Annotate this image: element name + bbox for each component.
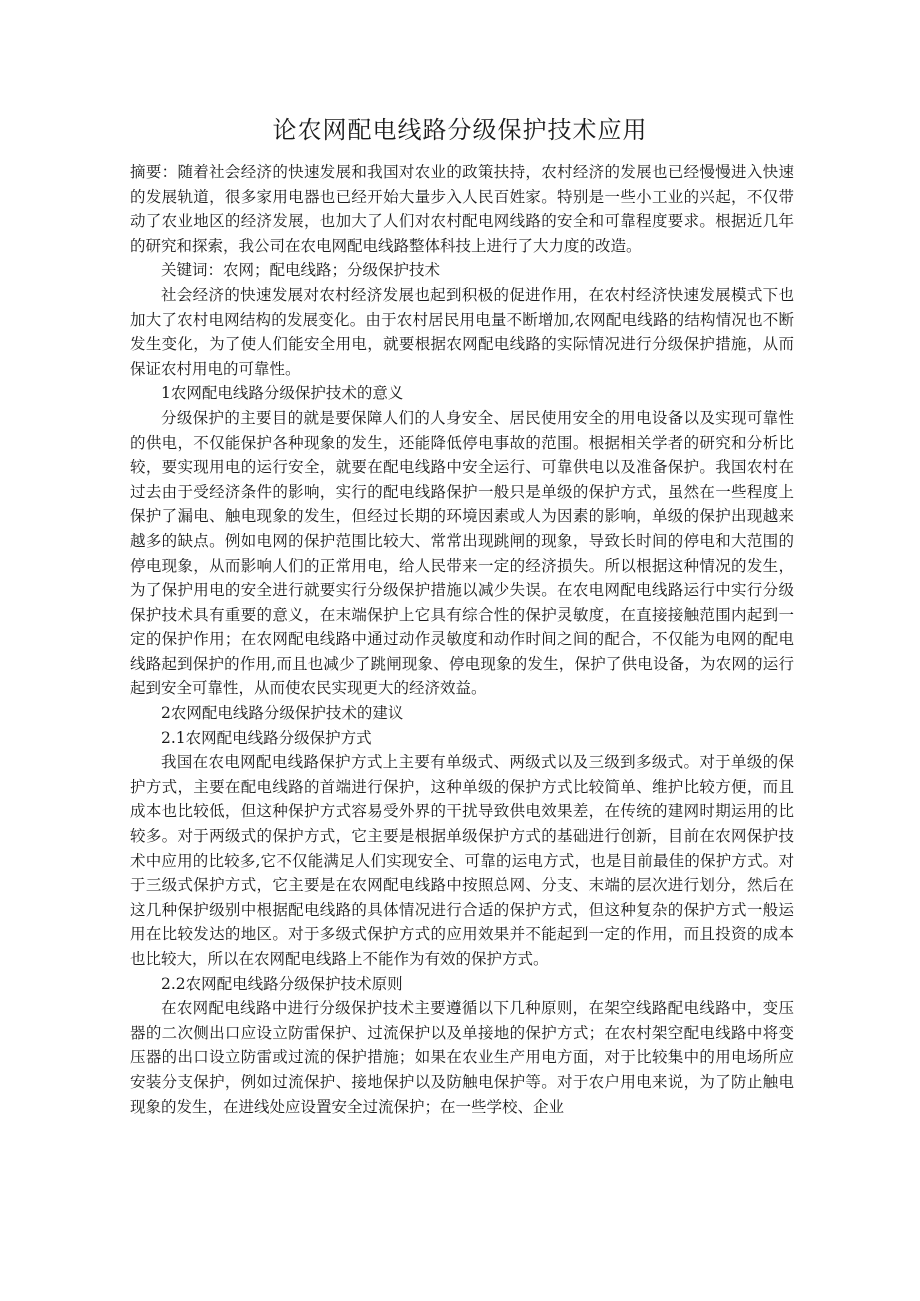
intro-paragraph: 社会经济的快速发展对农村经济发展也起到积极的促进作用，在农村经济快速发展模式下也加大了农村电网结构的发展变化。由于农村居民用电量不断增加,农网配电线路的结构情况也不断发生变化，为了使人们能安全用电，就要根据农网配电线路的实际情况进行分级保护措施，从而保证农村用电的可靠性。 — [130, 285, 794, 378]
section-1-paragraph: 分级保护的主要目的就是要保障人们的人身安全、居民使用安全的用电设备以及实现可靠性的供电，不仅能保护各种现象的发生，还能降低停电事故的范围。根据相关学者的研究和分析比较，要实现用电的运行安全，就要在配电线路中安全运行、可靠供电以及准备保护。我国农村在过去由于受经济条件的影响，实行的配电线路保护一般只是单级的保护方式，虽然在一些程度上保护了漏电、触电现象的发生，但经过长期的环境因素或人为因素的影响，单级的保护出现越来越多的缺点。例如电网的保护范围比较大、常常出现跳闸的现象，导致长时间的停电和大范围的停电现象，从而影响人们的正常用电，给人民带来一定的经济损失。所以根据这种情况的发生，为了保护用电的安全进行就要实行分级保护措施以减少失误。在农电网配电线路运行中实行分级保护技术具有重要的意义，在末端保护上它具有综合性的保护灵敏度，在直接接触范围内起到一定的保护作用；在农网配电线路中通过动作灵敏度和动作时间之间的配合，不仅能为电网的配电线路起到保护的作用,而且也减少了跳闸现象、停电现象的发生，保护了供电设备，为农网的运行起到安全可靠性，从而使农民实现更大的经济效益。 — [130, 408, 794, 698]
section-2-2-paragraph: 在农网配电线路中进行分级保护技术主要遵循以下几种原则，在架空线路配电线路中，变压器的二次侧出口应设立防雷保护、过流保护以及单接地的保护方式；在农村架空配电线路中将变压器的出口设立防雷或过流的保护措施；如果在农业生产用电方面，对于比较集中的用电场所应安装分支保护，例如过流保护、接地保护以及防触电保护等。对于农户用电来说，为了防止触电现象的发生，在进线处应设置安全过流保护；在一些学校、企业 — [130, 999, 794, 1116]
keywords-line: 关键词：农网；配电线路；分级保护技术 — [161, 261, 441, 280]
section-2-1-heading: 2.1农网配电线路分级保护方式 — [161, 728, 372, 747]
section-1-heading: 1农网配电线路分级保护技术的意义 — [161, 384, 404, 403]
section-2-heading: 2农网配电线路分级保护技术的建议 — [161, 704, 404, 723]
document-title: 论农网配电线路分级保护技术应用 — [272, 116, 648, 144]
section-2-1-paragraph: 我国在农电网配电线路保护方式上主要有单级式、两级式以及三级到多级式。对于单级的保护方式，主要在配电线路的首端进行保护，这种单级的保护方式比较简单、维护比较方便，而且成本也比较低，但这种保护方式容易受外界的干扰导致供电效果差，在传统的建网时期运用的比较多。对于两级式的保护方式，它主要是根据单级保护方式的基础进行创新，目前在农网保护技术中应用的比较多,它不仅能满足人们实现安全、可靠的运电方式，也是目前最佳的保护方式。对于三级式保护方式，它主要是在农网配电线路中按照总网、分支、末端的层次进行划分，然后在这几种保护级别中根据配电线路的具体情况进行合适的保护方式，但这种复杂的保护方式一般运用在比较发达的地区。对于多级式保护方式的应用效果并不能起到一定的作用，而且投资的成本也比较大，所以在农网配电线路上不能作为有效的保护方式。 — [130, 753, 794, 968]
section-2-2-heading: 2.2农网配电线路分级保护技术原则 — [161, 974, 403, 993]
document-body — [130, 160, 794, 1119]
abstract-paragraph: 摘要：随着社会经济的快速发展和我国对农业的政策扶持，农村经济的发展也已经慢慢进入快速的发展轨道，很多家用电器也已经开始大量步入人民百姓家。特别是一些小工业的兴起，不仅带动了农业地区的经济发展，也加大了人们对农村配电网线路的安全和可靠程度要求。根据近几年的研究和探索，我公司在农电网配电线路整体科技上进行了大力度的改造。 — [130, 163, 794, 255]
